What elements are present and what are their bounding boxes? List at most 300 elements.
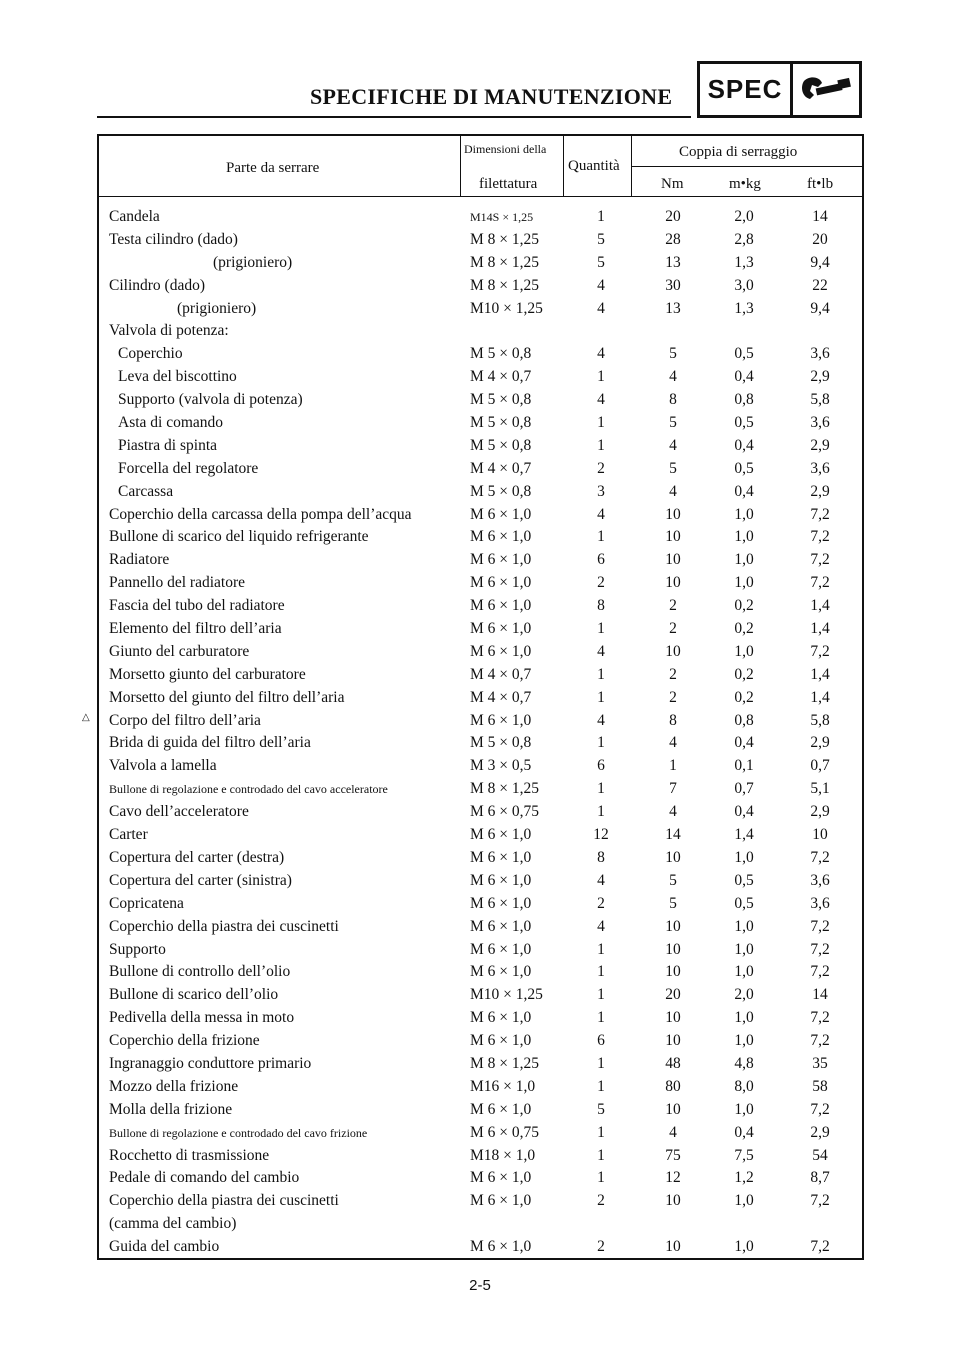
header-col-divider-2 <box>563 136 564 196</box>
mkg-cell: 1,0 <box>734 642 754 660</box>
title-underline <box>97 116 691 118</box>
part-cell: Bullone di regolazione e controdado del cavo frizione <box>109 1125 368 1140</box>
ftlb-cell: 54 <box>812 1146 828 1164</box>
revision-marker: △ <box>82 712 90 723</box>
thread-cell: M 3 × 0,5 <box>470 757 532 775</box>
qty-cell: 1 <box>597 1077 605 1095</box>
ftlb-cell: 7,2 <box>810 917 830 935</box>
qty-cell: 1 <box>597 963 605 981</box>
nm-cell: 10 <box>665 1192 681 1210</box>
spec-badge-label: SPEC <box>700 64 793 115</box>
nm-cell: 7 <box>669 780 677 798</box>
thread-cell: M 4 × 0,7 <box>470 688 532 706</box>
mkg-cell: 8,0 <box>734 1077 754 1095</box>
mkg-cell: 1,0 <box>734 528 754 546</box>
table-row <box>99 1145 862 1168</box>
mkg-cell: 0,2 <box>734 620 754 638</box>
table-row <box>99 206 862 229</box>
ftlb-cell: 20 <box>812 230 828 248</box>
header-divider <box>99 196 862 197</box>
nm-cell: 8 <box>669 711 677 729</box>
ftlb-cell: 5,8 <box>810 711 830 729</box>
qty-cell: 2 <box>597 1192 605 1210</box>
nm-cell: 5 <box>669 459 677 477</box>
qty-cell: 1 <box>597 528 605 546</box>
mkg-cell: 1,0 <box>734 940 754 958</box>
ftlb-cell: 3,6 <box>810 414 830 432</box>
ftlb-cell: 5,1 <box>810 780 830 798</box>
ftlb-cell: 14 <box>812 986 828 1004</box>
thread-cell: M 5 × 0,8 <box>470 391 532 409</box>
ftlb-cell: 14 <box>812 208 828 225</box>
mkg-cell: 0,4 <box>734 1123 754 1141</box>
ftlb-cell: 9,4 <box>810 299 830 317</box>
nm-cell: 20 <box>665 208 681 225</box>
header-nm: Nm <box>661 176 684 192</box>
table-row <box>99 343 862 366</box>
qty-cell: 4 <box>597 391 605 409</box>
wrench-icon <box>793 64 859 115</box>
nm-cell: 48 <box>665 1054 681 1072</box>
mkg-cell: 0,5 <box>734 871 754 889</box>
thread-cell: M 6 × 1,0 <box>470 826 532 844</box>
nm-cell: 10 <box>665 574 681 592</box>
nm-cell: 20 <box>665 986 681 1004</box>
part-cell: Brida di guida del filtro dell’aria <box>109 734 311 752</box>
part-cell: Bullone di scarico del liquido refrigerante <box>109 528 369 546</box>
part-cell: Candela <box>109 208 160 225</box>
nm-cell: 10 <box>665 528 681 546</box>
part-cell: Supporto <box>109 940 166 958</box>
ftlb-cell: 35 <box>812 1054 828 1072</box>
part-cell: Asta di comando <box>118 414 224 432</box>
table-row <box>99 732 862 755</box>
part-cell: Coperchio della carcassa della pompa dell’acqua <box>109 505 412 523</box>
part-cell: Valvola di potenza: <box>109 322 229 340</box>
table-row <box>99 847 862 870</box>
qty-cell: 1 <box>597 1169 605 1187</box>
mkg-cell: 1,0 <box>734 963 754 981</box>
qty-cell: 1 <box>597 1146 605 1164</box>
nm-cell: 1 <box>669 757 677 775</box>
qty-cell: 1 <box>597 688 605 706</box>
thread-cell: M 6 × 1,0 <box>470 574 532 592</box>
qty-cell: 1 <box>597 620 605 638</box>
thread-cell: M 5 × 0,8 <box>470 734 532 752</box>
thread-cell: M 6 × 1,0 <box>470 1009 532 1027</box>
ftlb-cell: 2,9 <box>810 1123 830 1141</box>
mkg-cell: 0,4 <box>734 436 754 454</box>
thread-cell: M18 × 1,0 <box>470 1146 536 1164</box>
mkg-cell: 0,1 <box>734 757 754 775</box>
ftlb-cell: 7,2 <box>810 1238 830 1256</box>
qty-cell: 2 <box>597 894 605 912</box>
ftlb-cell: 1,4 <box>810 665 830 683</box>
nm-cell: 4 <box>669 803 677 821</box>
ftlb-cell: 2,9 <box>810 803 830 821</box>
page-title: SPECIFICHE DI MANUTENZIONE <box>310 84 673 109</box>
nm-cell: 10 <box>665 1032 681 1050</box>
table-row <box>99 710 862 733</box>
part-cell: Supporto (valvola di potenza) <box>118 391 303 409</box>
part-cell: Valvola a lamella <box>109 757 217 775</box>
qty-cell: 5 <box>597 253 605 271</box>
part-cell: Leva del biscottino <box>118 368 237 386</box>
ftlb-cell: 7,2 <box>810 1192 830 1210</box>
header-thread-line2: filettatura <box>479 176 538 192</box>
qty-cell: 1 <box>597 1054 605 1072</box>
qty-cell: 8 <box>597 848 605 866</box>
mkg-cell: 1,2 <box>734 1169 754 1187</box>
torque-table <box>97 134 864 1260</box>
qty-cell: 3 <box>597 482 605 500</box>
thread-cell: M 6 × 1,0 <box>470 871 532 889</box>
nm-cell: 2 <box>669 688 677 706</box>
table-row <box>99 595 862 618</box>
qty-cell: 1 <box>597 734 605 752</box>
qty-cell: 4 <box>597 917 605 935</box>
mkg-cell: 0,4 <box>734 803 754 821</box>
part-cell: Rocchetto di trasmissione <box>109 1146 270 1164</box>
part-cell: Cilindro (dado) <box>109 276 205 294</box>
qty-cell: 6 <box>597 1032 605 1050</box>
ftlb-cell: 3,6 <box>810 345 830 363</box>
part-cell: Coperchio <box>118 345 183 363</box>
ftlb-cell: 7,2 <box>810 642 830 660</box>
ftlb-cell: 7,2 <box>810 505 830 523</box>
header-torque: Coppia di serraggio <box>679 144 798 160</box>
qty-cell: 5 <box>597 1100 605 1118</box>
table-row <box>99 1167 862 1190</box>
part-cell: Copricatena <box>109 894 184 912</box>
nm-cell: 5 <box>669 871 677 889</box>
table-row <box>99 961 862 984</box>
thread-cell: M 4 × 0,7 <box>470 459 532 477</box>
mkg-cell: 1,3 <box>734 253 754 271</box>
table-row <box>99 1053 862 1076</box>
part-cell: Pedale di comando del cambio <box>109 1169 300 1187</box>
qty-cell: 1 <box>597 368 605 386</box>
part-cell: Coperchio della frizione <box>109 1032 260 1050</box>
qty-cell: 1 <box>597 208 605 225</box>
part-cell: Cavo dell’acceleratore <box>109 803 249 821</box>
table-row <box>99 1190 862 1213</box>
table-row <box>99 801 862 824</box>
header-part: Parte da serrare <box>226 160 320 176</box>
ftlb-cell: 1,4 <box>810 688 830 706</box>
part-cell: Copertura del carter (sinistra) <box>109 871 292 889</box>
part-cell: Mozzo della frizione <box>109 1077 239 1095</box>
nm-cell: 5 <box>669 345 677 363</box>
qty-cell: 1 <box>597 1009 605 1027</box>
ftlb-cell: 5,8 <box>810 391 830 409</box>
nm-cell: 13 <box>665 299 681 317</box>
nm-cell: 28 <box>665 230 681 248</box>
mkg-cell: 1,0 <box>734 1032 754 1050</box>
ftlb-cell: 2,9 <box>810 734 830 752</box>
ftlb-cell: 7,2 <box>810 528 830 546</box>
mkg-cell: 1,0 <box>734 1192 754 1210</box>
ftlb-cell: 7,2 <box>810 1009 830 1027</box>
table-row <box>99 939 862 962</box>
table-row <box>99 458 862 481</box>
qty-cell: 4 <box>597 505 605 523</box>
mkg-cell: 1,4 <box>734 826 754 844</box>
thread-cell: M 6 × 1,0 <box>470 620 532 638</box>
thread-cell: M 6 × 1,0 <box>470 1100 532 1118</box>
mkg-cell: 0,8 <box>734 391 754 409</box>
ftlb-cell: 3,6 <box>810 894 830 912</box>
thread-cell: M 6 × 1,0 <box>470 528 532 546</box>
table-row <box>99 366 862 389</box>
table-row <box>99 755 862 778</box>
header-col-divider-3 <box>631 136 632 196</box>
table-row <box>99 320 862 343</box>
ftlb-cell: 3,6 <box>810 871 830 889</box>
ftlb-cell: 8,7 <box>810 1169 830 1187</box>
ftlb-cell: 2,9 <box>810 482 830 500</box>
thread-cell: M 5 × 0,8 <box>470 482 532 500</box>
thread-cell: M 6 × 1,0 <box>470 1169 532 1187</box>
qty-cell: 1 <box>597 1123 605 1141</box>
nm-cell: 10 <box>665 642 681 660</box>
thread-cell: M 6 × 1,0 <box>470 597 532 615</box>
qty-cell: 1 <box>597 986 605 1004</box>
table-row <box>99 435 862 458</box>
mkg-cell: 1,0 <box>734 917 754 935</box>
qty-cell: 1 <box>597 414 605 432</box>
qty-cell: 1 <box>597 780 605 798</box>
part-cell: Morsetto giunto del carburatore <box>109 665 306 683</box>
thread-cell: M16 × 1,0 <box>470 1077 536 1095</box>
mkg-cell: 0,5 <box>734 459 754 477</box>
ftlb-cell: 3,6 <box>810 459 830 477</box>
thread-cell: M 8 × 1,25 <box>470 253 540 271</box>
nm-cell: 12 <box>665 1169 681 1187</box>
nm-cell: 10 <box>665 551 681 569</box>
thread-cell: M 6 × 1,0 <box>470 505 532 523</box>
qty-cell: 2 <box>597 574 605 592</box>
part-cell: Carter <box>109 826 148 844</box>
thread-cell: M10 × 1,25 <box>470 299 543 317</box>
nm-cell: 4 <box>669 734 677 752</box>
qty-cell: 4 <box>597 345 605 363</box>
table-row <box>99 275 862 298</box>
thread-cell: M 6 × 1,0 <box>470 1238 532 1256</box>
qty-cell: 1 <box>597 940 605 958</box>
mkg-cell: 2,0 <box>734 208 754 225</box>
part-cell: (prigioniero) <box>213 253 293 271</box>
part-cell: Corpo del filtro dell’aria <box>109 711 261 729</box>
table-row <box>99 687 862 710</box>
mkg-cell: 0,4 <box>734 482 754 500</box>
thread-cell: M 6 × 1,0 <box>470 894 532 912</box>
table-row <box>99 824 862 847</box>
ftlb-cell: 1,4 <box>810 597 830 615</box>
nm-cell: 75 <box>665 1146 681 1164</box>
thread-cell: M 4 × 0,7 <box>470 368 532 386</box>
table-row <box>99 893 862 916</box>
nm-cell: 30 <box>665 276 681 294</box>
thread-cell: M 6 × 1,0 <box>470 940 532 958</box>
qty-cell: 1 <box>597 803 605 821</box>
qty-cell: 1 <box>597 665 605 683</box>
mkg-cell: 0,5 <box>734 894 754 912</box>
nm-cell: 80 <box>665 1077 681 1095</box>
thread-cell: M 6 × 1,0 <box>470 711 532 729</box>
part-cell: (prigioniero) <box>177 299 257 317</box>
mkg-cell: 0,5 <box>734 414 754 432</box>
header-mkg: m•kg <box>729 176 761 192</box>
table-body <box>99 206 862 1259</box>
part-cell: Pannello del radiatore <box>109 574 246 592</box>
table-row <box>99 1099 862 1122</box>
table-row <box>99 526 862 549</box>
qty-cell: 4 <box>597 871 605 889</box>
qty-cell: 4 <box>597 299 605 317</box>
qty-cell: 4 <box>597 276 605 294</box>
thread-cell: M 8 × 1,25 <box>470 276 540 294</box>
nm-cell: 4 <box>669 482 677 500</box>
ftlb-cell: 2,9 <box>810 368 830 386</box>
part-cell: Radiatore <box>109 551 170 569</box>
mkg-cell: 0,7 <box>734 780 754 798</box>
qty-cell: 2 <box>597 1238 605 1256</box>
thread-cell: M 8 × 1,25 <box>470 780 540 798</box>
thread-cell: M 6 × 1,0 <box>470 1032 532 1050</box>
mkg-cell: 1,0 <box>734 1238 754 1256</box>
ftlb-cell: 2,9 <box>810 436 830 454</box>
part-cell: Bullone di scarico dell’olio <box>109 986 279 1004</box>
table-row <box>99 1030 862 1053</box>
table-row <box>99 481 862 504</box>
header-qty: Quantità <box>568 158 620 174</box>
mkg-cell: 1,0 <box>734 574 754 592</box>
table-row <box>99 1213 862 1236</box>
thread-cell: M 6 × 1,0 <box>470 1192 532 1210</box>
ftlb-cell: 7,2 <box>810 574 830 592</box>
mkg-cell: 0,8 <box>734 711 754 729</box>
table-row <box>99 618 862 641</box>
mkg-cell: 0,5 <box>734 345 754 363</box>
part-cell: (camma del cambio) <box>109 1215 237 1233</box>
mkg-cell: 2,0 <box>734 986 754 1004</box>
mkg-cell: 0,2 <box>734 688 754 706</box>
thread-cell: M 8 × 1,25 <box>470 1054 540 1072</box>
thread-cell: M 6 × 1,0 <box>470 917 532 935</box>
part-cell: Coperchio della piastra dei cuscinetti <box>109 917 339 935</box>
part-cell: Forcella del regolatore <box>118 459 259 477</box>
part-cell: Fascia del tubo del radiatore <box>109 597 285 615</box>
qty-cell: 5 <box>597 230 605 248</box>
thread-cell: M 4 × 0,7 <box>470 665 532 683</box>
qty-cell: 12 <box>593 826 609 844</box>
table-row <box>99 549 862 572</box>
table-row <box>99 641 862 664</box>
table-row <box>99 389 862 412</box>
thread-cell: M 6 × 0,75 <box>470 1123 540 1141</box>
ftlb-cell: 7,2 <box>810 551 830 569</box>
mkg-cell: 1,0 <box>734 551 754 569</box>
mkg-cell: 3,0 <box>734 276 754 294</box>
nm-cell: 8 <box>669 391 677 409</box>
page-number: 2-5 <box>469 1277 491 1294</box>
mkg-cell: 1,0 <box>734 1009 754 1027</box>
table-row <box>99 664 862 687</box>
nm-cell: 10 <box>665 505 681 523</box>
table-row <box>99 572 862 595</box>
thread-cell: M10 × 1,25 <box>470 986 543 1004</box>
nm-cell: 5 <box>669 414 677 432</box>
header-col-divider-1 <box>460 136 461 196</box>
nm-cell: 13 <box>665 253 681 271</box>
ftlb-cell: 9,4 <box>810 253 830 271</box>
nm-cell: 10 <box>665 848 681 866</box>
ftlb-cell: 7,2 <box>810 1100 830 1118</box>
part-cell: Elemento del filtro dell’aria <box>109 620 282 638</box>
nm-cell: 2 <box>669 597 677 615</box>
qty-cell: 2 <box>597 459 605 477</box>
table-row <box>99 229 862 252</box>
table-row <box>99 1076 862 1099</box>
ftlb-cell: 7,2 <box>810 940 830 958</box>
qty-cell: 6 <box>597 551 605 569</box>
table-row <box>99 1236 862 1259</box>
part-cell: Piastra di spinta <box>118 436 218 454</box>
nm-cell: 14 <box>665 826 681 844</box>
thread-cell: M 6 × 0,75 <box>470 803 540 821</box>
nm-cell: 4 <box>669 436 677 454</box>
table-row <box>99 870 862 893</box>
ftlb-cell: 1,4 <box>810 620 830 638</box>
part-cell: Guida del cambio <box>109 1238 220 1256</box>
part-cell: Molla della frizione <box>109 1100 233 1118</box>
nm-cell: 4 <box>669 368 677 386</box>
nm-cell: 10 <box>665 917 681 935</box>
mkg-cell: 0,4 <box>734 734 754 752</box>
mkg-cell: 1,3 <box>734 299 754 317</box>
table-row <box>99 1122 862 1145</box>
mkg-cell: 2,8 <box>734 230 754 248</box>
mkg-cell: 7,5 <box>734 1146 754 1164</box>
part-cell: Copertura del carter (destra) <box>109 848 285 866</box>
spec-badge <box>697 61 862 118</box>
thread-cell: M 5 × 0,8 <box>470 436 532 454</box>
ftlb-cell: 10 <box>812 826 828 844</box>
nm-cell: 10 <box>665 1009 681 1027</box>
part-cell: Morsetto del giunto del filtro dell’aria <box>109 688 345 706</box>
thread-cell: M 5 × 0,8 <box>470 414 532 432</box>
table-row <box>99 984 862 1007</box>
mkg-cell: 1,0 <box>734 505 754 523</box>
part-cell: Coperchio della piastra dei cuscinetti <box>109 1192 339 1210</box>
ftlb-cell: 22 <box>812 276 828 294</box>
part-cell: Bullone di controllo dell’olio <box>109 963 291 981</box>
mkg-cell: 1,0 <box>734 1100 754 1118</box>
qty-cell: 4 <box>597 711 605 729</box>
qty-cell: 8 <box>597 597 605 615</box>
table-row <box>99 252 862 275</box>
header-thread-line1: Dimensioni della <box>464 142 547 156</box>
mkg-cell: 0,2 <box>734 597 754 615</box>
ftlb-cell: 0,7 <box>810 757 830 775</box>
thread-cell: M 6 × 1,0 <box>470 963 532 981</box>
nm-cell: 2 <box>669 620 677 638</box>
thread-cell: M14S × 1,25 <box>470 210 534 224</box>
ftlb-cell: 7,2 <box>810 963 830 981</box>
nm-cell: 2 <box>669 665 677 683</box>
table-row <box>99 504 862 527</box>
